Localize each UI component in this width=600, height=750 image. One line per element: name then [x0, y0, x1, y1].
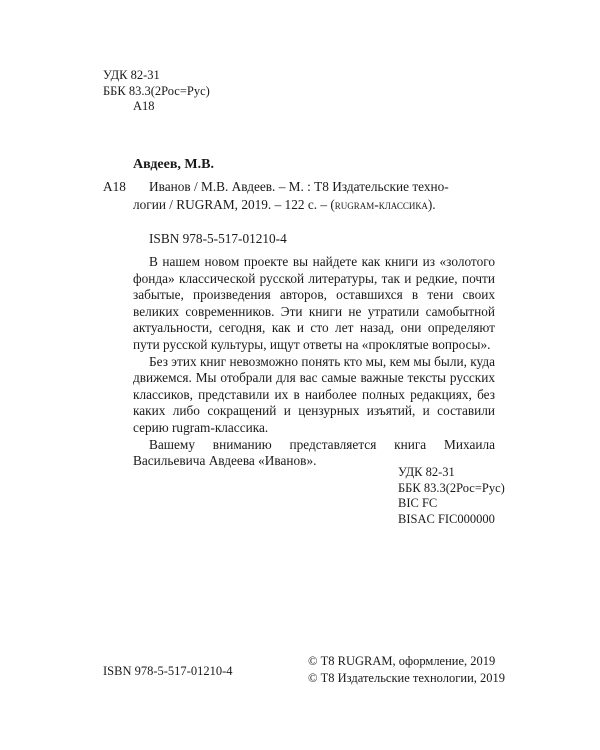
copyright-design: © Т8 RUGRAM, оформление, 2019: [308, 654, 496, 668]
side-mark: А18: [103, 179, 126, 194]
isbn-footer: ISBN 978-5-517-01210-4: [103, 664, 233, 678]
top-classification: [103, 68, 210, 115]
author-heading: Авдеев, М.В.: [133, 157, 214, 172]
annotation-paragraph: В нашем новом проекте вы найдете как книги из «золотого фонда» классической русской литературы, так и редкие, почти забытые, произведения авторов, оставшихся в тени своих великих современников. Эти книги не утратили самобытной актуальности, сегодня, как и сто лет назад, они определяют пути русской культуры, ищут ответы на «проклятые вопросы».: [133, 254, 495, 352]
description-line-2: [133, 196, 495, 214]
bbk-code-right: ББК 83.3(2Рос=Рус): [398, 480, 505, 495]
copyright-block: [308, 653, 505, 687]
annotation: [133, 254, 495, 470]
annotation-paragraph: [133, 354, 495, 437]
bbk-code: ББК 83.3(2Рос=Рус): [103, 83, 210, 98]
description-line-1: Иванов / М.В. Авдеев. – М. : Т8 Издательские техно-: [149, 179, 449, 194]
description-line-2-suffix: ).: [427, 196, 436, 212]
udk-code: УДК 82-31: [103, 68, 160, 82]
bic-code: BIC FC: [398, 496, 438, 510]
author-mark: А18: [133, 99, 155, 113]
copyright-publisher: © Т8 Издательские технологии, 2019: [308, 671, 506, 685]
description-line-2-prefix: логии / RUGRAM, 2019. – 122 с. – (: [133, 196, 335, 212]
bibliographic-record: [133, 156, 495, 174]
udk-code-right: УДК 82-31: [398, 465, 455, 479]
annotation-paragraph-2-text: Без этих книг невозможно понять кто мы, кем мы были, куда движемся. Мы отобрали для вас самые важные тексты русских классиков, представили их в наиболее полных редакциях, без каких либо сокращений и цензурных изъятий, и составили серию rugram-классика.: [133, 353, 495, 435]
series-name: rugram-классика: [334, 196, 428, 212]
annotation-paragraph: Вашему вниманию представляется книга Михаила Васильевича Авдеева «Иванов».: [133, 436, 495, 469]
right-classification: [398, 465, 505, 527]
bisac-code: BISAC FIC000000: [398, 511, 495, 526]
bibliographic-description: [133, 178, 495, 213]
isbn-main: ISBN 978-5-517-01210-4: [149, 231, 287, 246]
